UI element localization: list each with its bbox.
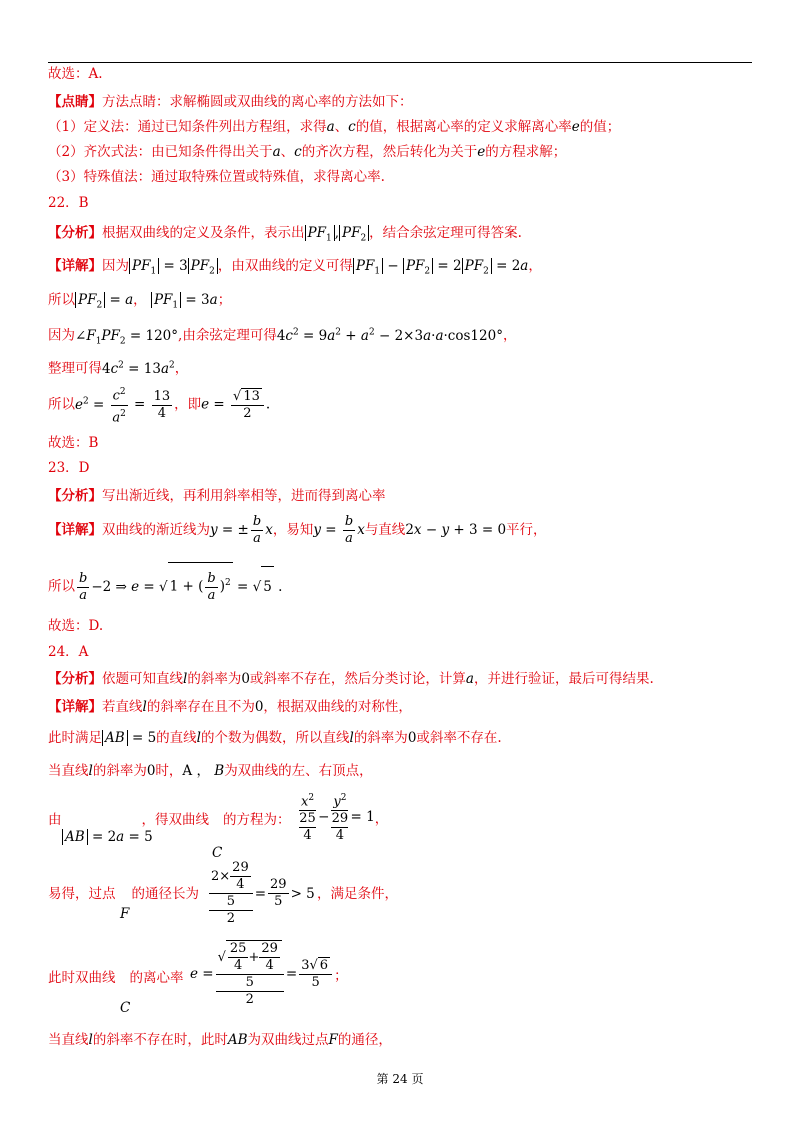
q24-l2-e: 或斜率不存在. — [416, 730, 502, 746]
q23-detail-d: 平行， — [506, 522, 547, 538]
q22-analysis-a: 根据双曲线的定义及条件，表示出 — [102, 225, 305, 241]
q24-hyperbola-eq: $x^2$ 25 4 − $y^2$ 29 4 = 1 ， — [297, 790, 388, 844]
q24-number: 24．A — [48, 644, 89, 660]
q24-l4-c: 的方程为： — [223, 812, 291, 828]
q24-line2: 此时满足 AB = 5的直线l的个数为偶数，所以直线l的斜率为0或斜率不存在. — [48, 730, 502, 746]
q24-analysis-d: ，并进行验证，最后可得结果. — [473, 671, 654, 687]
q23-analysis-tag: 【分析】 — [48, 488, 102, 504]
q23-analysis — [48, 486, 386, 506]
q21-method-2: （2）齐次式法：由已知条件得出关于a、c的齐次方程，然后转化为关于e的方程求解； — [48, 144, 567, 160]
q24-analysis-b: 的斜率为 — [187, 671, 242, 687]
q22-analysis-tag: 【分析】 — [48, 225, 102, 241]
q23-detail-tag: 【详解】 — [48, 522, 102, 538]
q21-m1-a: （1）定义法：通过已知条件列出方程组，求得 — [48, 119, 327, 135]
top-rule — [48, 62, 752, 63]
q24-l5-a: 易得，过点 — [48, 886, 116, 902]
q24-l2-c: 的个数为偶数，所以直线 — [200, 730, 350, 746]
q24-l5-b: 的通径长为 — [131, 886, 199, 902]
q24-l3-b: 的斜率为 — [92, 763, 147, 779]
q24-l4-a: 由 — [48, 812, 62, 828]
q22-answer: 故选：B — [48, 435, 99, 451]
q23-detail-c: 与直线 — [364, 522, 406, 538]
q21-m2-d: 的方程求解； — [485, 144, 567, 160]
q24-l7-a: 当直线 — [48, 1032, 89, 1048]
q24-l7-c: 为双曲线过点 — [247, 1032, 329, 1048]
q24-l4-b: ，得双曲线 — [141, 812, 209, 828]
page-footer: 第 24 页 — [376, 1072, 424, 1086]
q22-line5: 所以$e^2$ = $\frac{c^2}{a^2}$ = $\frac{13}{4}$ ，即e = $\frac{√ 13}{2}$ . — [48, 384, 270, 426]
q21-comment-tag: 【点睛】 — [48, 94, 102, 110]
q21-m1-d: 的值； — [579, 119, 621, 135]
q24-analysis: 【分析】依题可知直线l的斜率为0或斜率不存在，然后分类讨论，计算a，并进行验证，最后可得结果. — [48, 671, 654, 687]
q24-line3: 当直线l的斜率为0时，A ， B为双曲线的左、右顶点， — [48, 763, 373, 779]
q22-line3: 因为$\angle F_1PF_2 = 120^\circ$,由余弦定理可得$4c^2 = 9a^2 + a^2 - 2\times 3a\cdot a\cdot\cos 120^\circ$， — [48, 327, 517, 347]
q24-c-label-2: C — [120, 1000, 131, 1016]
q21-method-1: （1）定义法：通过已知条件列出方程组，求得a、c的值，根据离心率的定义求解离心率e的值； — [48, 119, 621, 135]
q24-analysis-a: 依题可知直线 — [102, 671, 183, 687]
q23-detail-a: 双曲线的渐近线为 — [102, 522, 210, 538]
q23-answer: 故选：D. — [48, 618, 104, 634]
q24-line6 — [48, 968, 184, 988]
q24-l3-c: 时， — [155, 763, 183, 779]
q24-l2-d: 的斜率为 — [353, 730, 408, 746]
q21-answer: 故选：A. — [48, 66, 103, 82]
q24-l7-d: 的通径， — [337, 1032, 392, 1048]
q23-detail: 【详解】双曲线的渐近线为y = ± $\frac{b}{a}$ x，易知y = $\frac{b}{a}$ x与直线2x − y + 3 = 0平行， — [48, 514, 547, 546]
q24-detail: 【详解】若直线l的斜率存在且不为0，根据双曲线的对称性， — [48, 699, 412, 715]
q23-detail-b: ，易知 — [272, 522, 314, 538]
q24-line4 — [48, 810, 291, 830]
q24-l3-d: 为双曲线的左、右顶点， — [224, 763, 373, 779]
q22-detail-a: 因为 — [102, 258, 129, 274]
q23-number: 23．D — [48, 460, 90, 476]
q24-c-label-1: C — [212, 845, 223, 861]
q24-l6-a: 此时双曲线 — [48, 970, 116, 986]
q22-line5-a: 所以 — [48, 396, 75, 413]
q21-m1-c: 的值，根据离心率的定义求解离心率 — [355, 119, 572, 135]
q22-line3-a: 因为 — [48, 327, 75, 344]
q24-line7: 当直线l的斜率不存在时，此时AB为双曲线过点F的通径， — [48, 1032, 392, 1048]
q21-m1-b: 、 — [334, 119, 349, 135]
q22-line4: 整理可得$4c^2 = 13a^2$， — [48, 360, 189, 377]
q24-detail-b: 的斜率存在且不为 — [146, 699, 255, 715]
q24-latus-eq: 2× $\frac{29}{4}$ 5 2 = $\frac{29}{5}$ > 5 — [211, 860, 315, 926]
q21-method-3: （3）特殊值法：通过取特殊位置或特殊值，求得离心率. — [48, 169, 385, 185]
q24-analysis-c: 或斜率不存在，然后分类讨论，计算 — [249, 671, 466, 687]
q22-detail-tag: 【详解】 — [48, 258, 102, 274]
q22-number: 22．B — [48, 195, 89, 211]
q22-detail: 【详解】因为 $PF_1 = 3$ $PF_2$ ，由双曲线的定义可得 $PF_1 - PF_2 = 2$ $PF_2 = 2a$， — [48, 258, 542, 277]
q24-l6-b: 的离心率 — [129, 970, 184, 986]
q21-m2-c: 的齐次方程，然后转化为关于 — [301, 144, 478, 160]
q24-f-label-1: F — [120, 906, 130, 922]
q24-l5-c: ，满足条件， — [317, 886, 398, 902]
q22-line3-b: 由余弦定理可得 — [182, 327, 277, 344]
q22-line2-a: 所以 — [48, 292, 75, 308]
q24-l2-a: 此时满足 — [48, 730, 102, 746]
q22-line4-a: 整理可得 — [48, 360, 102, 377]
q23-analysis-text: 写出渐近线，再利用斜率相等，进而得到离心率 — [102, 488, 386, 504]
q21-m2-b: 、 — [280, 144, 295, 160]
q22-analysis-b: ，结合余弦定理可得答案. — [369, 225, 522, 241]
q21-comment-text: 方法点睛：求解椭圆或双曲线的离心率的方法如下： — [102, 94, 413, 110]
q24-ab-eq: AB = 2a = 5 — [62, 829, 153, 845]
q24-analysis-tag: 【分析】 — [48, 671, 102, 687]
q24-detail-c: ，根据双曲线的对称性， — [263, 699, 412, 715]
q22-detail-b: ，由双曲线的定义可得 — [217, 258, 353, 274]
q22-analysis: 【分析】根据双曲线的定义及条件，表示出 $PF_1$ , $PF_2$ ，结合余弦定理可得答案. — [48, 225, 522, 244]
q22-line2: 所以 $PF_2 = a$， $PF_1 = 3a$； — [48, 292, 232, 311]
q24-detail-a: 若直线 — [102, 699, 143, 715]
q23-line2-a: 所以 — [48, 578, 75, 595]
q24-l7-b: 的斜率不存在时，此时 — [92, 1032, 228, 1048]
q21-comment-line — [48, 92, 413, 112]
q24-eccentricity-eq: e = √ $\frac{25}{4}$ + $\frac{29}{4}$ 5 2 = $\frac{3√ 6}{5}$ ； — [190, 941, 348, 1007]
q23-line2: 所以 $\frac{b}{a}$ −2 ⇒ e = √ 1 + ( $\frac{b}{a}$ )$^2$ = √ 5 . — [48, 562, 282, 607]
q24-l3-a: 当直线 — [48, 763, 89, 779]
q24-l2-b: 的直线 — [156, 730, 197, 746]
q22-line5-b: ，即 — [174, 396, 202, 413]
q21-m2-a: （2）齐次式法：由已知条件得出关于 — [48, 144, 273, 160]
q24-detail-tag: 【详解】 — [48, 699, 102, 715]
